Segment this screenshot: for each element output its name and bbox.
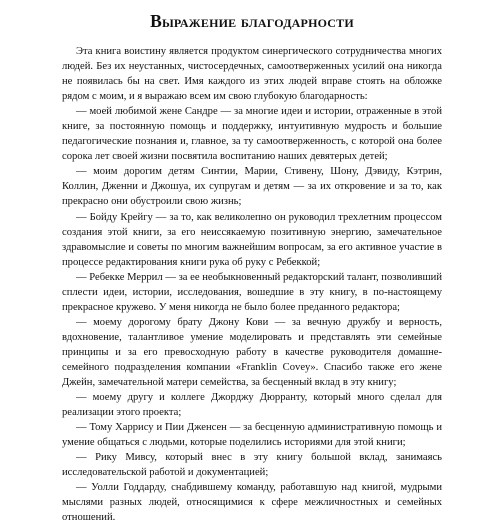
paragraph-tom-pia: — Тому Харрису и Пии Дженсен — за бесценную административную помощь и умение общаться с людьми, которые поделились историями для этой книги; [62,422,442,449]
page-title: Выражение благодарности [150,11,354,31]
paragraph-boyd: — Бойду Крейгу — за то, как великолепно он руководил трехлетним процессом создания этой книги, за его неиссякаемую позитивную энергию, замечательное здравомыслие и советы по многим важнейшим вопросам, за его активное участие в процессе редактирования книги рука об руку с Ребеккой; [62,211,442,268]
paragraph-intro: Эта книга воистину является продуктом синергического сотрудничества многих людей. Без их неустанных, чистосердечных, самоотверженных усилий она никогда не появилась бы на свет. Имя каждого из этих людей вправе стоять на обложке рядом с моим, и я выражаю всем им свою глубокую благодарность: [62,46,442,103]
paragraph-rebecca: — Ребекке Меррил — за ее необыкновенный редакторский талант, позволивший сплести идеи, истории, исследования, вошедшие в эту книгу, в по-настоящему прекрасное кружево. У меня никогда не было более преданного редактора; [62,271,442,313]
paragraph-wally: — Уолли Годдарду, снабдившему команду, работавшую над книгой, мудрыми мыслями разных людей, относящимися к сфере межличностных и семейных отношений. [62,482,442,524]
paragraph-children: — моим дорогим детям Синтии, Марии, Стивену, Шону, Дэвиду, Кэтрин, Коллин, Дженни и Джошуа, их супругам и детям — за их откровение и за то, как прекрасно они обустроили свою жизнь; [62,166,442,208]
paragraph-john: — моему дорогому брату Джону Кови — за вечную дружбу и верность, вдохновение, талантливое умение моделировать и представлять эти семейные принципы и за его превосходную работу в качестве руководителя домашне-семейного подразделения компании «Franklin Covey». Спасибо также его жене Джейн, замечательной матери семейства, за бесценный вклад в эту книгу; [62,316,442,389]
paragraph-george: — моему другу и коллеге Джорджу Дюрранту, который много сделал для реализации этого проекта; [62,392,442,419]
paragraph-sandra: — моей любимой жене Сандре — за многие идеи и истории, отраженные в этой книге, за постоянную помощь и поддержку, интуитивную мудрость и большие педагогические познания и, главное, за ту самоотверженность, с которой она более сорока лет своей жизни посвятила воспитанию наших девятерых детей; [62,106,442,163]
paragraph-rick: — Рику Мивсу, который внес в эту книгу большой вклад, занимаясь исследовательской работой и документацией; [62,452,442,479]
